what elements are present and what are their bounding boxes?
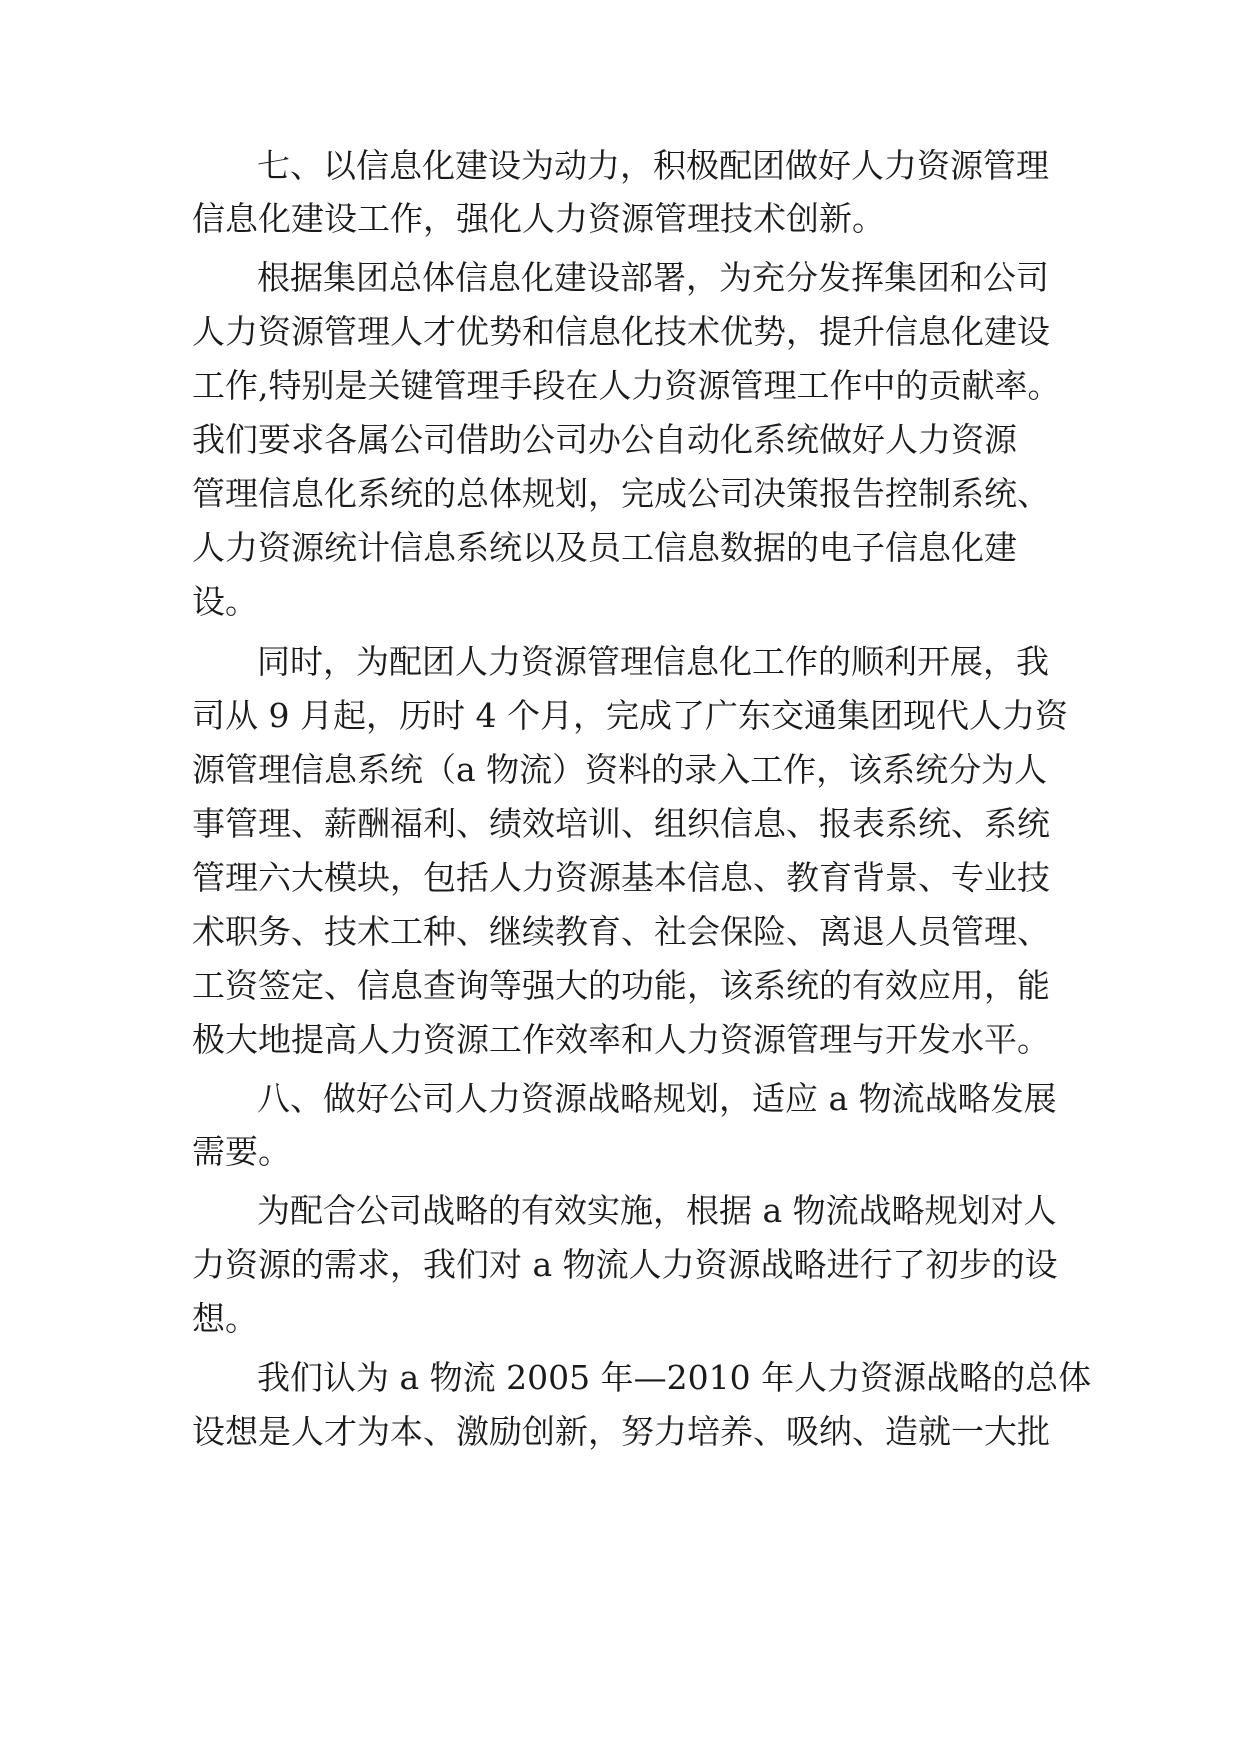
text-line: 设。 xyxy=(192,582,258,621)
text-line: 七、以信息化建设为动力，积极配团做好人力资源管理 xyxy=(257,146,1049,185)
text-line: 人力资源管理人才优势和信息化技术优势，提升信息化建设 xyxy=(192,312,1050,351)
text-line: 人力资源统计信息系统以及员工信息数据的电子信息化建 xyxy=(192,528,1017,567)
text-line: 司从 9 月起，历时 4 个月，完成了广东交通集团现代人力资 xyxy=(192,696,1068,735)
text-line: 工作,特别是关键管理手段在人力资源管理工作中的贡献率。 xyxy=(192,366,1061,405)
text-line: 管理六大模块，包括人力资源基本信息、教育背景、专业技 xyxy=(192,858,1050,897)
text-line: 同时，为配团人力资源管理信息化工作的顺利开展，我 xyxy=(257,642,1049,681)
text-line: 为配合公司战略的有效实施，根据 a 物流战略规划对人 xyxy=(257,1191,1057,1230)
text-line: 力资源的需求，我们对 a 物流人力资源战略进行了初步的设 xyxy=(192,1245,1058,1284)
text-line: 八、做好公司人力资源战略规划，适应 a 物流战略发展 xyxy=(257,1079,1057,1118)
text-line: 需要。 xyxy=(192,1132,291,1171)
text-line: 我们认为 a 物流 2005 年—2010 年人力资源战略的总体 xyxy=(257,1358,1092,1397)
text-line: 根据集团总体信息化建设部署，为充分发挥集团和公司 xyxy=(257,258,1049,297)
text-line: 术职务、技术工种、继续教育、社会保险、离退人员管理、 xyxy=(192,912,1050,951)
text-line: 我们要求各属公司借助公司办公自动化系统做好人力资源 xyxy=(192,420,1017,459)
text-line: 工资签定、信息查询等强大的功能，该系统的有效应用，能 xyxy=(192,966,1050,1005)
text-line: 设想是人才为本、激励创新，努力培养、吸纳、造就一大批 xyxy=(192,1412,1050,1451)
text-line: 极大地提高人力资源工作效率和人力资源管理与开发水平。 xyxy=(192,1020,1050,1059)
text-line: 源管理信息系统（a 物流）资料的录入工作，该系统分为人 xyxy=(192,750,1048,789)
text-line: 想。 xyxy=(192,1299,258,1338)
text-line: 信息化建设工作，强化人力资源管理技术创新。 xyxy=(192,199,885,238)
text-line: 事管理、薪酬福利、绩效培训、组织信息、报表系统、系统 xyxy=(192,804,1050,843)
text-line: 管理信息化系统的总体规划，完成公司决策报告控制系统、 xyxy=(192,474,1050,513)
